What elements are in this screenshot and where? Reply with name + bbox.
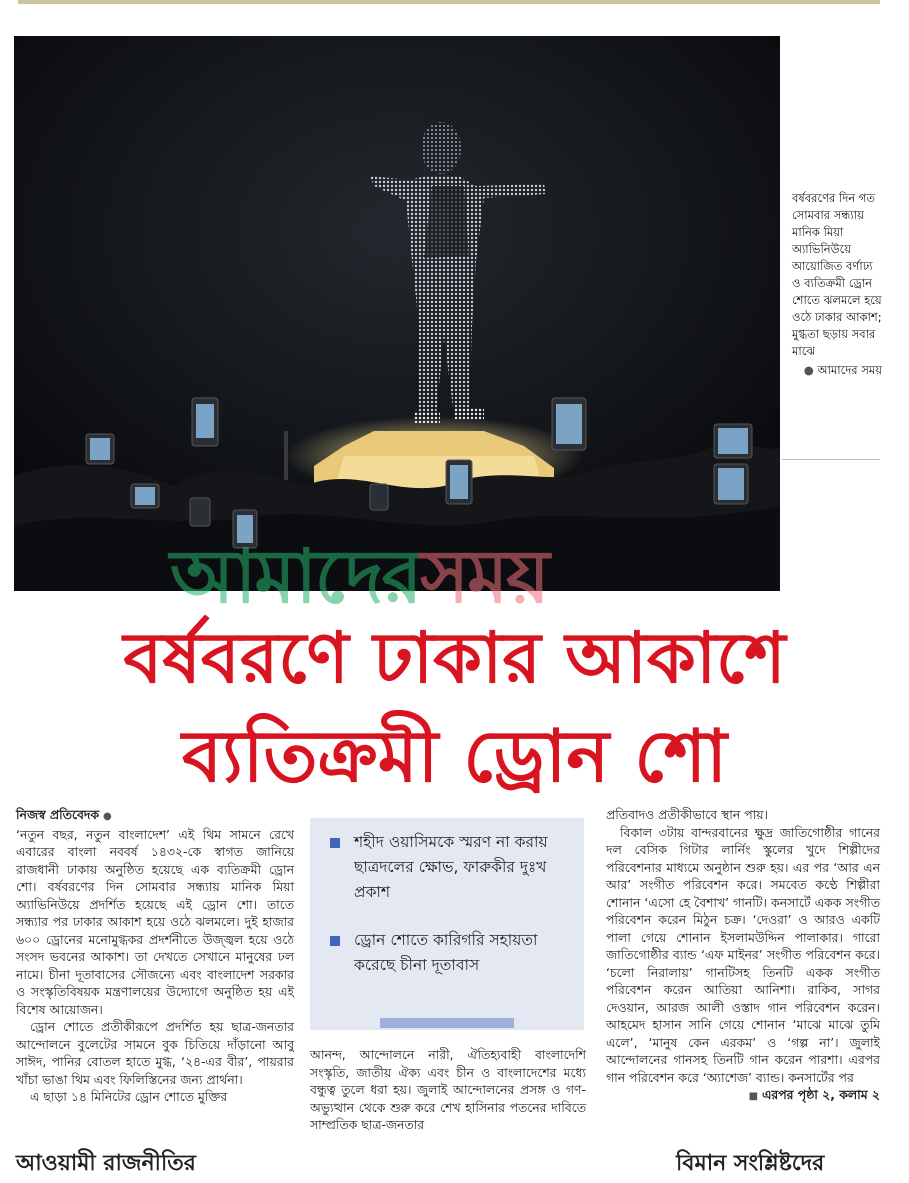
highlight-item <box>332 830 572 905</box>
caption-divider <box>782 459 880 460</box>
article-column-3 <box>606 806 880 1106</box>
caption-credit-text: আমাদের সময় <box>817 363 882 377</box>
caption-text: বর্ষবরণের দিন গত সোমবার সন্ধ্যায় মানিক মিয়া অ্যাভিনিউয়ে আয়োজিত বর্ণাঢ্য ও ব্যতিক্রমী ড্রোন শোতে ঝলমলে হয়ে ওঠে ঢাকার আকাশ; মুগ্ধতা ছড়ায় সবার মাঝে <box>792 191 882 358</box>
highlight-bar <box>380 1018 514 1028</box>
highlight-text: শহীদ ওয়াসিমকে স্মরণ না করায় ছাত্রদলের ক্ষোভ, ফারুকীর দুঃখ প্রকাশ <box>354 833 548 901</box>
continuation-note <box>606 1086 880 1106</box>
paragraph: বিকাল ৩টায় বান্দরবানের ক্ষুদ্র জাতিগোষ্ঠীর গানের দল বেসিক গিটার লার্নিং স্কুলের খুদে শিল্পীদের পরিবেশনার মাধ্যমে অনুষ্ঠান শুরু হয়। এর পর ‘আর এন আর’ সংগীত পরিবেশন করে। সমবেত কণ্ঠে শিল্পীরা শোনান ‘এসো হে বৈশাখ’ গানটি। কনসার্টে একক সংগীত পরিবেশন করেন মিঠুন চক্র। ‘দেওরা’ ও আরও একটি পালা গেয়ে শোনান ইসলামউদ্দিন পালাকার। গারো জাতিগোষ্ঠীর ব্যান্ড ‘এফ মাইনর’ সংগীত পরিবেশন করে। ‘চলো নিরালায়’ গানটিসহ তিনটি একক সংগীত পরিবেশন করেন আতিয়া আনিশা। রাকিব, সাগর দেওয়ান, আরজ আলী ওস্তাদ গান পরিবেশন করেন। আহমেদ হাসান সানি গেয়ে শোনান ‘মাঝে মাঝে তুমি এলে’, ‘মানুষ কেন এরকম’ ও ‘গল্প না’। জুলাই আন্দোলনের গানসহ তিনটি গান করেন পারশা। এরপর গান পরিবেশন করে ‘অ্যাশেজ’ ব্যান্ড। কনসার্টের পর <box>606 824 880 1085</box>
square-bullet-icon <box>330 936 340 946</box>
bullet-icon: ● <box>803 363 814 377</box>
square-bullet-icon: ■ <box>748 1091 759 1102</box>
continuation-text: এরপর পৃষ্ঠা ২, কলাম ২ <box>762 1087 880 1102</box>
watermark-logo <box>170 534 548 620</box>
byline-text: নিজস্ব প্রতিবেদক <box>16 807 100 822</box>
highlights-box <box>310 818 584 1030</box>
drone-show-photo <box>14 36 780 591</box>
paragraph: এ ছাড়া ১৪ মিনিটের ড্রোন শোতে মুক্তির <box>30 1089 228 1104</box>
top-rule <box>18 0 880 4</box>
paragraph: আনন্দ, আন্দোলনে নারী, ঐতিহ্যবাহী বাংলাদেশি সংস্কৃতি, জাতীয় ঐক্য এবং চীন ও বাংলাদেশের মধ্যে বন্ধুত্ব তুলে ধরা হয়। জুলাই আন্দোলনের প্রসঙ্গ ও গণ-অভ্যুত্থান থেকে শুরু করে শেখ হাসিনার পতনের দাবিতে সাম্প্রতিক ছাত্র-জনতার <box>310 1047 586 1132</box>
byline <box>16 806 294 826</box>
next-headline-left: আওয়ামী রাজনীতির <box>16 1151 196 1176</box>
paragraph: ‘নতুন বছর, নতুন বাংলাদেশ’ এই থিম সামনে রেখে এবারের বাংলা নববর্ষ ১৪৩২-কে স্বাগত জানিয়ে রাজধানী ঢাকায় অনুষ্ঠিত হয়েছে এক ব্যতিক্রমী ড্রোন শো। বর্ষবরণের দিন সোমবার সন্ধ্যায় মানিক মিয়া অ্যাভিনিউয়ে প্রদর্শিত হয়েছে এই ড্রোন শো। তাতে সন্ধ্যার পর ঢাকার আকাশ হয়ে ওঠে ঝলমলে। দুই হাজার ৬০০ ড্রোনের মনোমুগ্ধকর প্রদর্শনীতে উজ্জ্বল হয়ে ওঠে সংসদ ভবনের আকাশ। তা দেখতে সেখানে মানুষের ঢল নামে। চীনা দূতাবাসের সৌজন্যে এবং বাংলাদেশ সরকার ও সংস্কৃতিবিষয়ক মন্ত্রণালয়ের উদ্যোগে অনুষ্ঠিত হয় এই বিশেষ আয়োজন। <box>16 826 294 1017</box>
highlight-text: ড্রোন শোতে কারিগরি সহায়তা করেছে চীনা দূতাবাস <box>354 931 538 974</box>
next-headlines-strip <box>0 1150 909 1176</box>
square-bullet-icon <box>330 838 340 848</box>
headline-line2: ব্যতিক্রমী ড্রোন শো <box>181 714 728 798</box>
caption-credit <box>792 362 882 379</box>
watermark-part1: আমাদের <box>170 534 421 620</box>
article-column-1 <box>16 806 294 1106</box>
bullet-icon: ● <box>102 811 112 822</box>
paragraph: ড্রোন শোতে প্রতীকীরূপে প্রদর্শিত হয় ছাত্র-জনতার আন্দোলনে বুলেটের সামনে বুক চিতিয়ে দাঁড়ানো আবু সাঈদ, পানির বোতল হাতে মুগ্ধ, ‘২৪-এর বীর’, পায়রার খাঁচা ভাঙা থিম এবং ফিলিস্তিনের জন্য প্রার্থনা। <box>16 1019 294 1087</box>
headline-line1: বর্ষবরণে ঢাকার আকাশে <box>123 617 786 699</box>
watermark-part2: সময় <box>420 534 548 620</box>
paragraph: প্রতিবাদও প্রতীকীভাবে স্থান পায়। <box>606 807 768 822</box>
photo-caption <box>792 190 882 379</box>
highlight-item <box>332 928 572 978</box>
article-column-2 <box>310 1046 586 1134</box>
next-headline-right: বিমান সংশ্লিষ্টদের <box>676 1151 825 1176</box>
